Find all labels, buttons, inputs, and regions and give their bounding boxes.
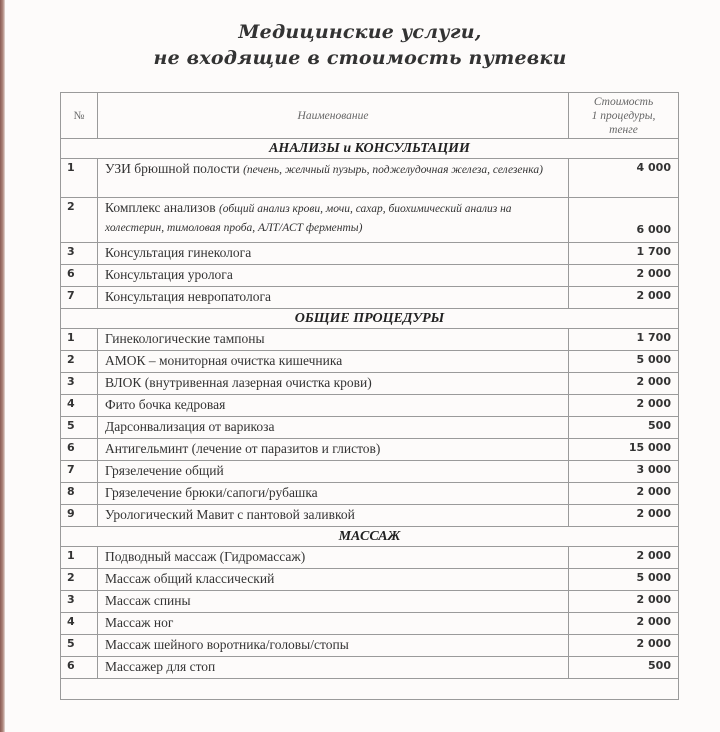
table-row: 1 Подводный массаж (Гидромассаж) 2 000 bbox=[61, 547, 679, 569]
section-header-massage: МАССАЖ bbox=[61, 527, 679, 547]
table-row: 1 Гинекологические тампоны 1 700 bbox=[61, 329, 679, 351]
table-row: 4 Фито бочка кедровая 2 000 bbox=[61, 395, 679, 417]
table-row: 6 Консультация уролога 2 000 bbox=[61, 265, 679, 287]
document-title-line1: Медицинские услуги, bbox=[238, 21, 482, 43]
table-row: 5 Массаж шейного воротника/головы/стопы 2 000 bbox=[61, 635, 679, 657]
header-number: № bbox=[61, 93, 98, 139]
table-row: 2 АМОК – мониторная очистка кишечника 5 000 bbox=[61, 351, 679, 373]
table-row: 1 УЗИ брюшной полости (печень, желчный пузырь, поджелудочная железа, селезенка) 4 000 bbox=[61, 159, 679, 198]
table-row: 8 Грязелечение брюки/сапоги/рубашка 2 000 bbox=[61, 483, 679, 505]
table-row: 7 Грязелечение общий 3 000 bbox=[61, 461, 679, 483]
empty-row bbox=[61, 679, 679, 700]
section-header-general-procedures: ОБЩИЕ ПРОЦЕДУРЫ bbox=[61, 309, 679, 329]
header-cost: Стоимость 1 процедуры, тенге bbox=[569, 93, 679, 139]
table-row: 9 Урологический Мавит с пантовой заливкой 2 000 bbox=[61, 505, 679, 527]
table-row: 2 Массаж общий классический 5 000 bbox=[61, 569, 679, 591]
table-row: 3 Консультация гинеколога 1 700 bbox=[61, 243, 679, 265]
table-row: 3 Массаж спины 2 000 bbox=[61, 591, 679, 613]
page-edge bbox=[0, 0, 5, 732]
table-row: 6 Антигельминт (лечение от паразитов и глистов) 15 000 bbox=[61, 439, 679, 461]
header-name: Наименование bbox=[98, 93, 569, 139]
table-row: 2 Комплекс анализов (общий анализ крови, мочи, сахар, биохимический анализ на холестерин, тимоловая проба, АЛТ/АСТ ферменты) 6 000 bbox=[61, 198, 679, 243]
table-row: 5 Дарсонвализация от варикоза 500 bbox=[61, 417, 679, 439]
document-title-line2: не входящие в стоимость путевки bbox=[153, 47, 567, 69]
table-row: 6 Массажер для стоп 500 bbox=[61, 657, 679, 679]
table-row: 3 ВЛОК (внутривенная лазерная очистка крови) 2 000 bbox=[61, 373, 679, 395]
price-table bbox=[60, 92, 679, 700]
section-header-analyses: АНАЛИЗЫ и КОНСУЛЬТАЦИИ bbox=[61, 139, 679, 159]
table-header-row bbox=[61, 93, 679, 139]
table-row: 4 Массаж ног 2 000 bbox=[61, 613, 679, 635]
table-row: 7 Консультация невропатолога 2 000 bbox=[61, 287, 679, 309]
